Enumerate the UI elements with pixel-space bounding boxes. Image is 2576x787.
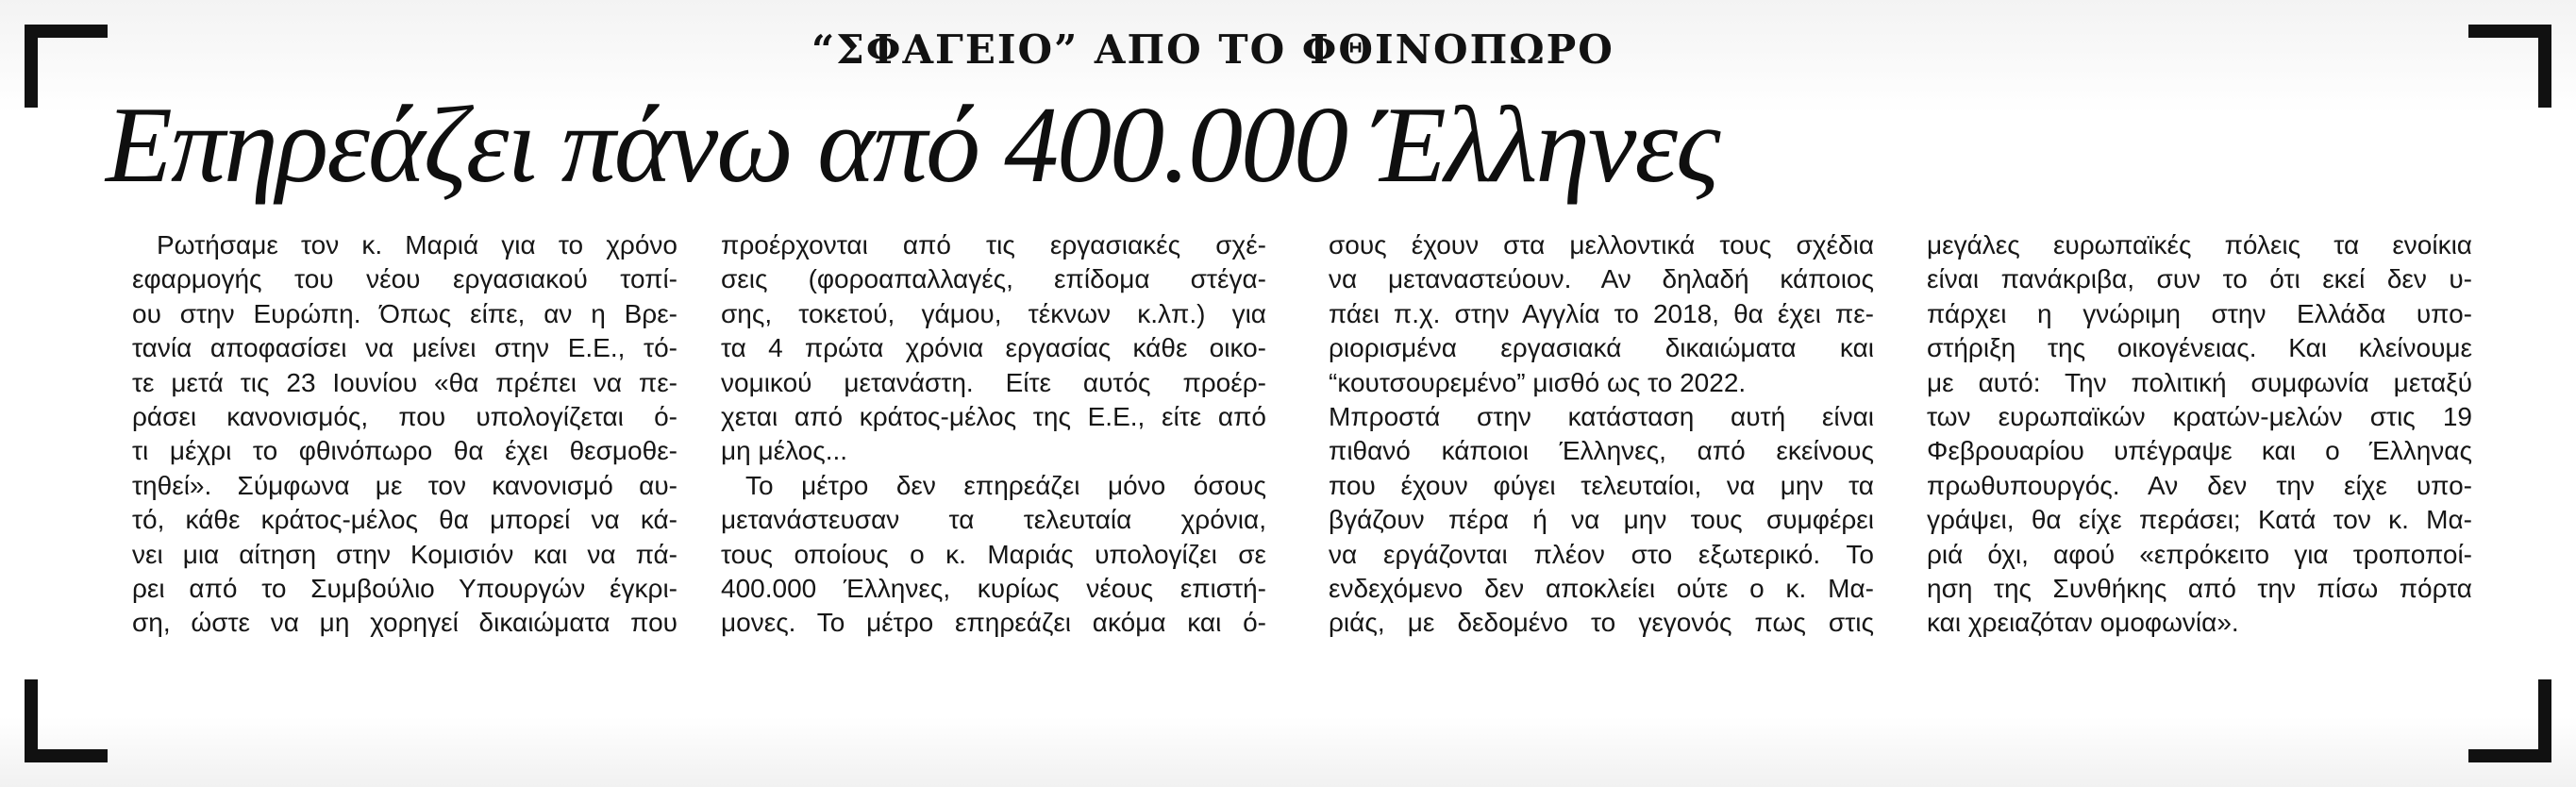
column-line: είναι πανάκριβα, συν το ότι εκεί δεν υ- bbox=[1927, 264, 2472, 294]
column-line: Φεβρουαρίου υπέγραψε και ο Έλληνας bbox=[1927, 436, 2472, 466]
article-column-3 bbox=[1329, 228, 1874, 743]
bleed-through-top bbox=[38, 0, 2538, 28]
article-column-4 bbox=[1927, 228, 2472, 743]
column-line: που έχουν φύγει τελευταίοι, να μην τα bbox=[1329, 470, 1874, 500]
bleed-through-bottom bbox=[38, 751, 2538, 783]
column-line: τους οποίους ο κ. Μαριάς υπολογίζει σε bbox=[721, 539, 1266, 569]
column-line: πάρχει η γνώριμη στην Ελλάδα υπο- bbox=[1927, 298, 2472, 328]
column-line: Μπροστά στην κατάσταση αυτή είναι bbox=[1329, 401, 1874, 431]
column-line: μονες. Το μέτρο επηρεάζει ακόμα και ό- bbox=[721, 608, 1266, 638]
column-line: νομικού μετανάστη. Είτε αυτός προέρ- bbox=[721, 367, 1266, 397]
column-line: 400.000 Έλληνες, κυρίως νέους επιστή- bbox=[721, 573, 1266, 603]
column-line: σης, τοκετού, γάμου, τέκνων κ.λπ.) για bbox=[721, 298, 1266, 328]
column-line: των ευρωπαϊκών κρατών-μελών στις 19 bbox=[1927, 401, 2472, 431]
column-line: Ρωτήσαμε τον κ. Μαριά για το χρόνο bbox=[157, 230, 677, 260]
article-headline: Επηρεάζει πάνω από 400.000 Έλληνες bbox=[106, 85, 1719, 206]
column-line: ριορισμένα εργασιακά δικαιώματα και bbox=[1329, 333, 1874, 363]
crop-mark-top-right bbox=[2468, 25, 2551, 108]
column-line: νει μια αίτηση στην Κομισιόν και να πά- bbox=[132, 539, 677, 569]
column-line: πρωθυπουργός. Αν δεν την είχε υπο- bbox=[1927, 470, 2472, 500]
column-line: ου στην Ευρώπη. Όπως είπε, αν η Βρε- bbox=[132, 298, 677, 328]
column-line: εφαρμογής του νέου εργασιακού τοπί- bbox=[132, 264, 677, 294]
column-line: σεις (φοροαπαλλαγές, επίδομα στέγα- bbox=[721, 264, 1266, 294]
article-kicker: “ΣΦΑΓΕΙΟ” ΑΠΟ ΤΟ ΦΘΙΝΟΠΩΡΟ bbox=[811, 26, 1614, 73]
column-line: ράσει κανονισμός, που υπολογίζεται ό- bbox=[132, 401, 677, 431]
column-line: “κουτσουρεμένο” μισθό ως το 2022. bbox=[1329, 367, 1747, 397]
column-line: τι μέχρι το φθινόπωρο θα έχει θεσμοθε- bbox=[132, 436, 677, 466]
column-line: ριάς, με δεδομένο το γεγονός πως στις bbox=[1329, 608, 1874, 638]
crop-mark-bottom-left bbox=[25, 679, 108, 762]
column-line: ηση της Συνθήκης από την πίσω πόρτα bbox=[1927, 573, 2472, 603]
column-line: μεγάλες ευρωπαϊκές πόλεις τα ενοίκια bbox=[1927, 230, 2472, 260]
column-line: να εργάζονται πλέον στο εξωτερικό. Το bbox=[1329, 539, 1874, 569]
column-line: τό, κάθε κράτος-μέλος θα μπορεί να κά- bbox=[132, 505, 677, 535]
column-line: ση, ώστε να μη χορηγεί δικαιώματα που bbox=[132, 608, 677, 638]
column-line: με αυτό: Την πολιτική συμφωνία μεταξύ bbox=[1927, 367, 2472, 397]
column-line: ριά όχι, αφού «επρόκειτο για τροποποί- bbox=[1927, 539, 2472, 569]
column-line: ενδεχόμενο δεν αποκλείει ούτε ο κ. Μα- bbox=[1329, 573, 1874, 603]
column-line: χεται από κράτος-μέλος της Ε.Ε., είτε από bbox=[721, 401, 1266, 431]
column-line: μετανάστευσαν τα τελευταία χρόνια, bbox=[721, 505, 1266, 535]
column-line: ρει από το Συμβούλιο Υπουργών έγκρι- bbox=[132, 573, 677, 603]
column-line: Το μέτρο δεν επηρεάζει μόνο όσους bbox=[745, 470, 1266, 500]
column-line: στήριξη της οικογένειας. Και κλείνουμε bbox=[1927, 333, 2472, 363]
column-line: και χρειαζόταν ομοφωνία». bbox=[1927, 608, 2239, 638]
column-line: μη μέλος... bbox=[721, 436, 848, 466]
column-line: προέρχονται από τις εργασιακές σχέ- bbox=[721, 230, 1266, 260]
crop-mark-top-left bbox=[25, 25, 108, 108]
column-line: σους έχουν στα μελλοντικά τους σχέδια bbox=[1329, 230, 1874, 260]
column-line: πιθανό κάποιοι Έλληνες, από εκείνους bbox=[1329, 436, 1874, 466]
column-line: γράψει, θα είχε περάσει; Κατά τον κ. Μα- bbox=[1927, 505, 2472, 535]
column-line: να μεταναστεύουν. Αν δηλαδή κάποιος bbox=[1329, 264, 1874, 294]
column-line: βγάζουν πέρα ή να μην τους συμφέρει bbox=[1329, 505, 1874, 535]
article-column-2 bbox=[721, 228, 1266, 743]
column-line: πάει π.χ. στην Αγγλία το 2018, θα έχει πε- bbox=[1329, 298, 1874, 328]
column-line: τηθεί». Σύμφωνα με τον κανονισμό αυ- bbox=[132, 470, 677, 500]
column-line: τε μετά τις 23 Ιουνίου «θα πρέπει να πε- bbox=[132, 367, 677, 397]
article-column-1 bbox=[132, 228, 677, 743]
column-line: τα 4 πρώτα χρόνια εργασίας κάθε οικο- bbox=[721, 333, 1266, 363]
article-body bbox=[132, 228, 2505, 743]
column-line: τανία αποφασίσει να μείνει στην Ε.Ε., τό- bbox=[132, 333, 677, 363]
